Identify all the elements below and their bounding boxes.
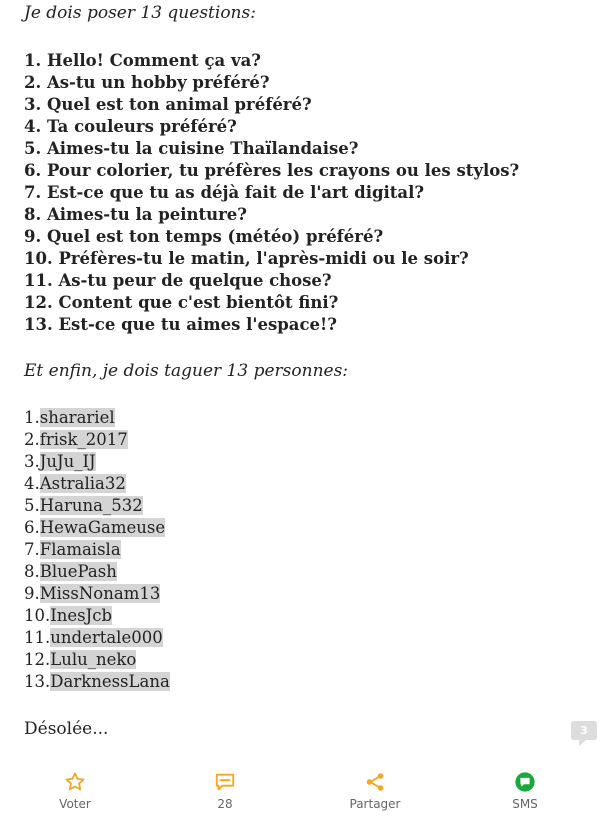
comments-button[interactable] xyxy=(165,766,285,811)
user-mention-link[interactable]: Haruna_532 xyxy=(39,496,143,515)
user-mention-link[interactable]: JuJu_IJ xyxy=(39,452,96,471)
tag-item xyxy=(24,539,584,561)
user-mention-link[interactable]: Lulu_neko xyxy=(50,650,137,669)
question-item: 7. Est-ce que tu as déjà fait de l'art digital? xyxy=(24,183,425,202)
star-icon xyxy=(64,771,86,793)
share-label: Partager xyxy=(349,797,401,811)
tag-number: 13. xyxy=(24,672,51,691)
user-mention-link[interactable]: HewaGameuse xyxy=(39,518,166,537)
user-mention-link[interactable]: BluePash xyxy=(39,562,117,581)
question-item: 3. Quel est ton animal préféré? xyxy=(24,95,312,114)
tag-number: 11. xyxy=(24,628,51,647)
user-mention-link[interactable]: InesJcb xyxy=(50,606,113,625)
tag-number: 7. xyxy=(24,540,40,559)
user-mention-link[interactable]: undertale000 xyxy=(50,628,163,647)
question-item: 8. Aimes-tu la peinture? xyxy=(24,205,247,224)
tag-number: 9. xyxy=(24,584,40,603)
user-mention-link[interactable]: DarknessLana xyxy=(50,672,170,691)
user-mention-link[interactable]: Astralia32 xyxy=(39,474,126,493)
tag-item xyxy=(24,517,584,539)
question-item: 12. Content que c'est bientôt fini? xyxy=(24,293,339,312)
question-item: 1. Hello! Comment ça va? xyxy=(24,51,261,70)
tag-number: 5. xyxy=(24,496,40,515)
sms-icon xyxy=(514,771,536,793)
bottom-action-bar xyxy=(0,766,600,820)
share-icon xyxy=(364,771,386,793)
question-item: 13. Est-ce que tu aimes l'espace!? xyxy=(24,315,337,334)
tag-item xyxy=(24,627,584,649)
tag-number: 4. xyxy=(24,474,40,493)
user-mention-link[interactable]: MissNonam13 xyxy=(39,584,161,603)
tag-number: 1. xyxy=(24,408,40,427)
tag-item xyxy=(24,495,584,517)
user-mention-link[interactable]: sharariel xyxy=(39,408,115,427)
user-mention-link[interactable]: Flamaisla xyxy=(39,540,121,559)
closing-text: Désolée... xyxy=(24,719,109,739)
tag-number: 10. xyxy=(24,606,51,625)
post-content xyxy=(24,0,584,740)
question-item: 10. Préfères-tu le matin, l'après-midi ou le soir? xyxy=(24,249,469,268)
vote-label: Voter xyxy=(59,797,91,811)
tag-number: 12. xyxy=(24,650,51,669)
tag-number: 3. xyxy=(24,452,40,471)
user-mention-link[interactable]: frisk_2017 xyxy=(39,430,128,449)
tags-intro: Et enfin, je dois taguer 13 personnes: xyxy=(24,361,349,381)
tag-item xyxy=(24,407,584,429)
questions-intro: Je dois poser 13 questions: xyxy=(24,3,256,23)
question-item: 11. As-tu peur de quelque chose? xyxy=(24,271,332,290)
tag-item xyxy=(24,451,584,473)
question-item: 2. As-tu un hobby préféré? xyxy=(24,73,270,92)
tag-number: 2. xyxy=(24,430,40,449)
question-item: 5. Aimes-tu la cuisine Thaïlandaise? xyxy=(24,139,359,158)
share-button[interactable] xyxy=(315,766,435,811)
sms-button[interactable] xyxy=(465,766,585,811)
question-item: 6. Pour colorier, tu préfères les crayons ou les stylos? xyxy=(24,161,520,180)
tag-item xyxy=(24,583,584,605)
question-item: 4. Ta couleurs préféré? xyxy=(24,117,237,136)
question-item: 9. Quel est ton temps (météo) préféré? xyxy=(24,227,384,246)
comments-count: 28 xyxy=(217,797,233,811)
tag-number: 8. xyxy=(24,562,40,581)
tag-item xyxy=(24,671,584,693)
tag-item xyxy=(24,649,584,671)
tag-item xyxy=(24,561,584,583)
questions-list xyxy=(24,50,584,336)
sms-label: SMS xyxy=(512,797,538,811)
tag-item xyxy=(24,605,584,627)
inline-comment-count-badge[interactable]: 3 xyxy=(571,721,597,740)
tag-number: 6. xyxy=(24,518,40,537)
tag-list xyxy=(24,407,584,693)
tag-item xyxy=(24,473,584,495)
comment-bubble-icon xyxy=(214,771,236,793)
tag-item xyxy=(24,429,584,451)
vote-button[interactable] xyxy=(15,766,135,811)
